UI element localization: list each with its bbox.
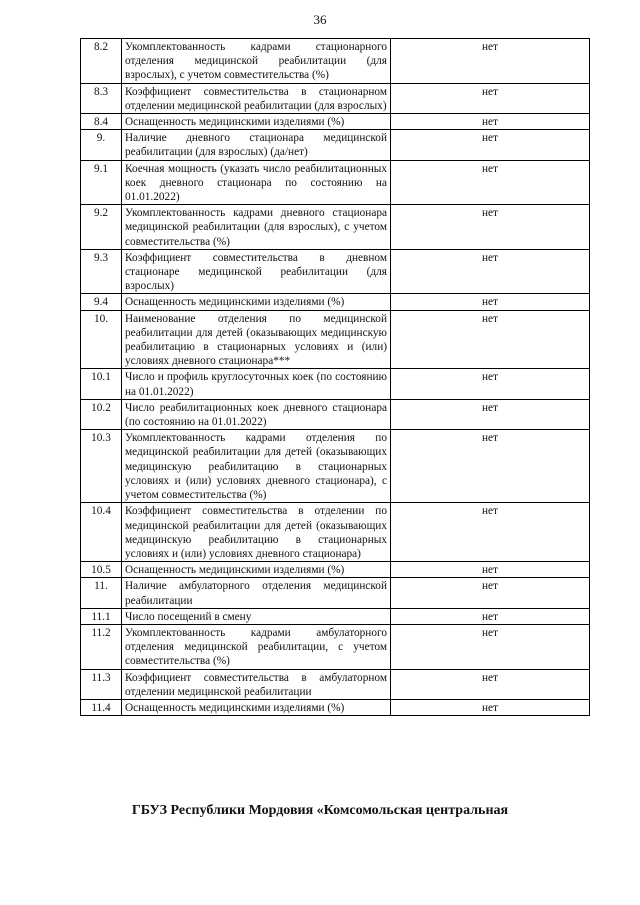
row-value-cell: нет (391, 249, 590, 294)
row-value-cell: нет (391, 399, 590, 429)
row-description-cell: Число и профиль круглосуточных коек (по состоянию на 01.01.2022) (122, 369, 391, 399)
row-number-cell: 10. (81, 310, 122, 369)
row-description-cell: Оснащенность медицинскими изделиями (%) (122, 114, 391, 130)
row-number-cell: 11.2 (81, 624, 122, 669)
table-row (81, 83, 590, 113)
table-row (81, 114, 590, 130)
row-number-cell: 9.1 (81, 160, 122, 205)
table-row (81, 294, 590, 310)
row-number-cell: 8.3 (81, 83, 122, 113)
row-description-cell: Коэффициент совместительства в амбулаторном отделении медицинской реабилитации (122, 669, 391, 699)
row-number-cell: 11.4 (81, 699, 122, 715)
row-description-cell: Укомплектованность кадрами стационарного отделения медицинской реабилитации (для взрослых), с учетом совместительства (%) (122, 39, 391, 84)
row-value-cell: нет (391, 130, 590, 160)
row-value-cell: нет (391, 160, 590, 205)
row-description-cell: Укомплектованность кадрами дневного стационара медицинской реабилитации (для взрослых), с учетом совместительства (%) (122, 205, 391, 250)
row-number-cell: 8.2 (81, 39, 122, 84)
table-row (81, 578, 590, 608)
row-value-cell: нет (391, 39, 590, 84)
row-number-cell: 10.5 (81, 562, 122, 578)
row-value-cell: нет (391, 503, 590, 562)
table-row (81, 310, 590, 369)
row-value-cell: нет (391, 205, 590, 250)
row-number-cell: 10.1 (81, 369, 122, 399)
row-number-cell: 11.1 (81, 608, 122, 624)
row-number-cell: 9.3 (81, 249, 122, 294)
row-value-cell: нет (391, 608, 590, 624)
table-row (81, 503, 590, 562)
table-row (81, 669, 590, 699)
row-description-cell: Оснащенность медицинскими изделиями (%) (122, 562, 391, 578)
row-value-cell: нет (391, 294, 590, 310)
row-value-cell: нет (391, 430, 590, 503)
table-row (81, 608, 590, 624)
table-row (81, 399, 590, 429)
row-value-cell: нет (391, 624, 590, 669)
table-row (81, 562, 590, 578)
table-row (81, 249, 590, 294)
row-description-cell: Коэффициент совместительства в дневном стационаре медицинской реабилитации (для взрослых) (122, 249, 391, 294)
row-description-cell: Коэффициент совместительства в стационарном отделении медицинской реабилитации (для взрослых) (122, 83, 391, 113)
row-value-cell: нет (391, 369, 590, 399)
table-row (81, 624, 590, 669)
table-row (81, 130, 590, 160)
row-description-cell: Наличие амбулаторного отделения медицинской реабилитации (122, 578, 391, 608)
row-description-cell: Оснащенность медицинскими изделиями (%) (122, 699, 391, 715)
row-number-cell: 11. (81, 578, 122, 608)
table-row (81, 160, 590, 205)
row-number-cell: 8.4 (81, 114, 122, 130)
row-description-cell: Число посещений в смену (122, 608, 391, 624)
row-value-cell: нет (391, 699, 590, 715)
row-value-cell: нет (391, 83, 590, 113)
row-number-cell: 9. (81, 130, 122, 160)
row-description-cell: Число реабилитационных коек дневного стационара (по состоянию на 01.01.2022) (122, 399, 391, 429)
row-number-cell: 9.2 (81, 205, 122, 250)
row-description-cell: Укомплектованность кадрами отделения по медицинской реабилитации для детей (оказывающих медицинскую реабилитацию в стационарных условиях и (или) условиях дневного стационара), с учетом совместительства (%) (122, 430, 391, 503)
row-value-cell: нет (391, 562, 590, 578)
table-row (81, 205, 590, 250)
row-description-cell: Укомплектованность кадрами амбулаторного отделения медицинской реабилитации, с учетом совместительства (%) (122, 624, 391, 669)
table-row (81, 430, 590, 503)
data-table (80, 38, 590, 716)
row-value-cell: нет (391, 114, 590, 130)
organization-title: ГБУЗ Республики Мордовия «Комсомольская центральная (131, 803, 509, 818)
row-number-cell: 10.3 (81, 430, 122, 503)
row-number-cell: 9.4 (81, 294, 122, 310)
row-description-cell: Оснащенность медицинскими изделиями (%) (122, 294, 391, 310)
row-description-cell: Наименование отделения по медицинской реабилитации для детей (оказывающих медицинскую реабилитацию в стационарных условиях и (или) условиях дневного стационара*** (122, 310, 391, 369)
row-value-cell: нет (391, 578, 590, 608)
row-description-cell: Коечная мощность (указать число реабилитационных коек дневного стационара по состоянию на 01.01.2022) (122, 160, 391, 205)
row-value-cell: нет (391, 669, 590, 699)
row-description-cell: Наличие дневного стационара медицинской реабилитации (для взрослых) (да/нет) (122, 130, 391, 160)
table-body (81, 39, 590, 716)
table-row (81, 369, 590, 399)
row-description-cell: Коэффициент совместительства в отделении по медицинской реабилитации для детей (оказывающих медицинскую реабилитацию в стационарных условиях и (или) условиях дневного стационара) (122, 503, 391, 562)
row-number-cell: 10.2 (81, 399, 122, 429)
table-row (81, 699, 590, 715)
page-number: 36 (313, 12, 327, 27)
row-number-cell: 10.4 (81, 503, 122, 562)
row-number-cell: 11.3 (81, 669, 122, 699)
table-row (81, 39, 590, 84)
row-value-cell: нет (391, 310, 590, 369)
